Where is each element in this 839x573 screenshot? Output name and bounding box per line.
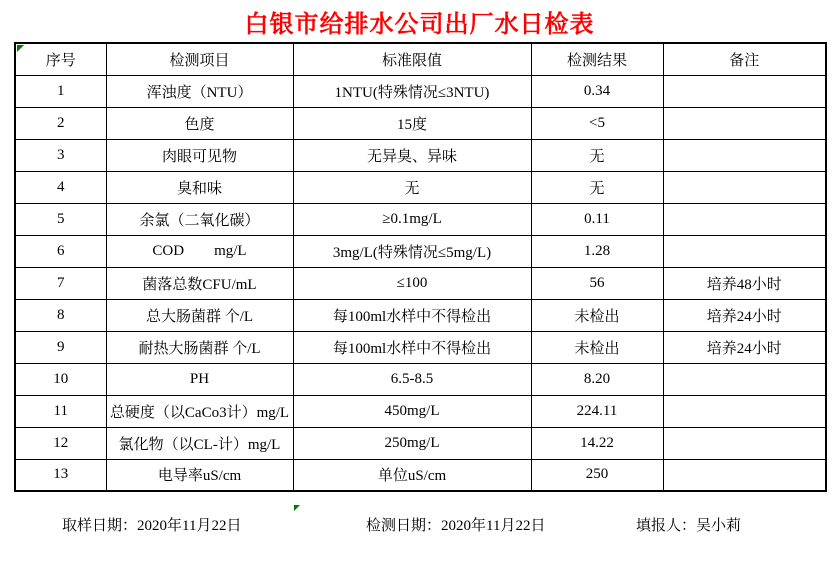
table-row	[15, 331, 826, 363]
cell-no: 12	[15, 427, 106, 459]
testing-date: 检测日期：2020年11月22日	[366, 518, 546, 534]
reporter: 填报人：吴小莉	[636, 518, 742, 534]
page-title: 白银市给排水公司出厂水日检表	[244, 12, 595, 38]
cell-note	[663, 235, 826, 267]
cell-note: 培养48小时	[663, 267, 826, 299]
table-row	[15, 427, 826, 459]
cell-note	[663, 171, 826, 203]
table-row	[15, 75, 826, 107]
cell-no: 6	[15, 235, 106, 267]
table-row	[15, 171, 826, 203]
table-row	[15, 395, 826, 427]
cell-result: 1.28	[531, 235, 663, 267]
cell-result: 14.22	[531, 427, 663, 459]
cell-limit: 1NTU(特殊情况≤3NTU)	[293, 75, 531, 107]
cell-no: 9	[15, 331, 106, 363]
cell-limit: ≤100	[293, 267, 531, 299]
cell-result: 250	[531, 459, 663, 491]
col-header-result: 检测结果	[531, 43, 663, 75]
cell-item: 总硬度（以CaCo3计）mg/L	[106, 395, 293, 427]
inspection-table	[14, 42, 827, 492]
cell-item: 臭和味	[106, 171, 293, 203]
cell-no: 3	[15, 139, 106, 171]
cell-no: 7	[15, 267, 106, 299]
cell-limit: 每100ml水样中不得检出	[293, 331, 531, 363]
cell-no: 8	[15, 299, 106, 331]
cell-limit: 无异臭、异味	[293, 139, 531, 171]
cell-limit: 250mg/L	[293, 427, 531, 459]
cell-error-marker-icon	[294, 505, 300, 511]
cell-item: 浑浊度（NTU）	[106, 75, 293, 107]
cell-limit: 单位uS/cm	[293, 459, 531, 491]
cell-limit: 无	[293, 171, 531, 203]
cell-no: 11	[15, 395, 106, 427]
table-row	[15, 363, 826, 395]
table-row	[15, 107, 826, 139]
cell-note: 培养24小时	[663, 299, 826, 331]
cell-note	[663, 427, 826, 459]
cell-no: 13	[15, 459, 106, 491]
cell-limit: 15度	[293, 107, 531, 139]
cell-result: 无	[531, 171, 663, 203]
cell-item: 菌落总数CFU/mL	[106, 267, 293, 299]
table-row	[15, 235, 826, 267]
table-row	[15, 139, 826, 171]
sampling-date: 取样日期：2020年11月22日	[62, 518, 242, 534]
cell-result: 无	[531, 139, 663, 171]
cell-no: 2	[15, 107, 106, 139]
cell-result: 224.11	[531, 395, 663, 427]
cell-result: 56	[531, 267, 663, 299]
cell-item: 肉眼可见物	[106, 139, 293, 171]
cell-error-marker-icon	[17, 45, 24, 52]
cell-item: 氯化物（以CL-计）mg/L	[106, 427, 293, 459]
cell-no: 5	[15, 203, 106, 235]
cell-note	[663, 139, 826, 171]
cell-item: PH	[106, 363, 293, 395]
cell-note	[663, 107, 826, 139]
cell-note	[663, 203, 826, 235]
cell-item: COD mg/L	[106, 235, 293, 267]
cell-result: 未检出	[531, 299, 663, 331]
cell-limit: 450mg/L	[293, 395, 531, 427]
cell-result: 未检出	[531, 331, 663, 363]
cell-note: 培养24小时	[663, 331, 826, 363]
cell-limit: 每100ml水样中不得检出	[293, 299, 531, 331]
cell-no: 4	[15, 171, 106, 203]
cell-note	[663, 363, 826, 395]
table-row	[15, 203, 826, 235]
table-row	[15, 459, 826, 491]
cell-item: 余氯（二氧化碳）	[106, 203, 293, 235]
cell-item: 总大肠菌群 个/L	[106, 299, 293, 331]
cell-item: 电导率uS/cm	[106, 459, 293, 491]
cell-note	[663, 395, 826, 427]
footer	[0, 514, 839, 536]
cell-no: 1	[15, 75, 106, 107]
cell-result: 8.20	[531, 363, 663, 395]
cell-result: 0.34	[531, 75, 663, 107]
header-row	[15, 43, 826, 75]
col-header-note: 备注	[663, 43, 826, 75]
table-row	[15, 267, 826, 299]
cell-limit: 6.5-8.5	[293, 363, 531, 395]
cell-item: 色度	[106, 107, 293, 139]
cell-note	[663, 75, 826, 107]
cell-result: 0.11	[531, 203, 663, 235]
cell-item: 耐热大肠菌群 个/L	[106, 331, 293, 363]
col-header-limit: 标准限值	[293, 43, 531, 75]
cell-note	[663, 459, 826, 491]
table-body	[15, 75, 826, 491]
cell-limit: 3mg/L(特殊情况≤5mg/L)	[293, 235, 531, 267]
cell-result: <5	[531, 107, 663, 139]
cell-limit: ≥0.1mg/L	[293, 203, 531, 235]
cell-no: 10	[15, 363, 106, 395]
col-header-item: 检测项目	[106, 43, 293, 75]
col-header-seq: 序号	[15, 43, 106, 75]
table-row	[15, 299, 826, 331]
